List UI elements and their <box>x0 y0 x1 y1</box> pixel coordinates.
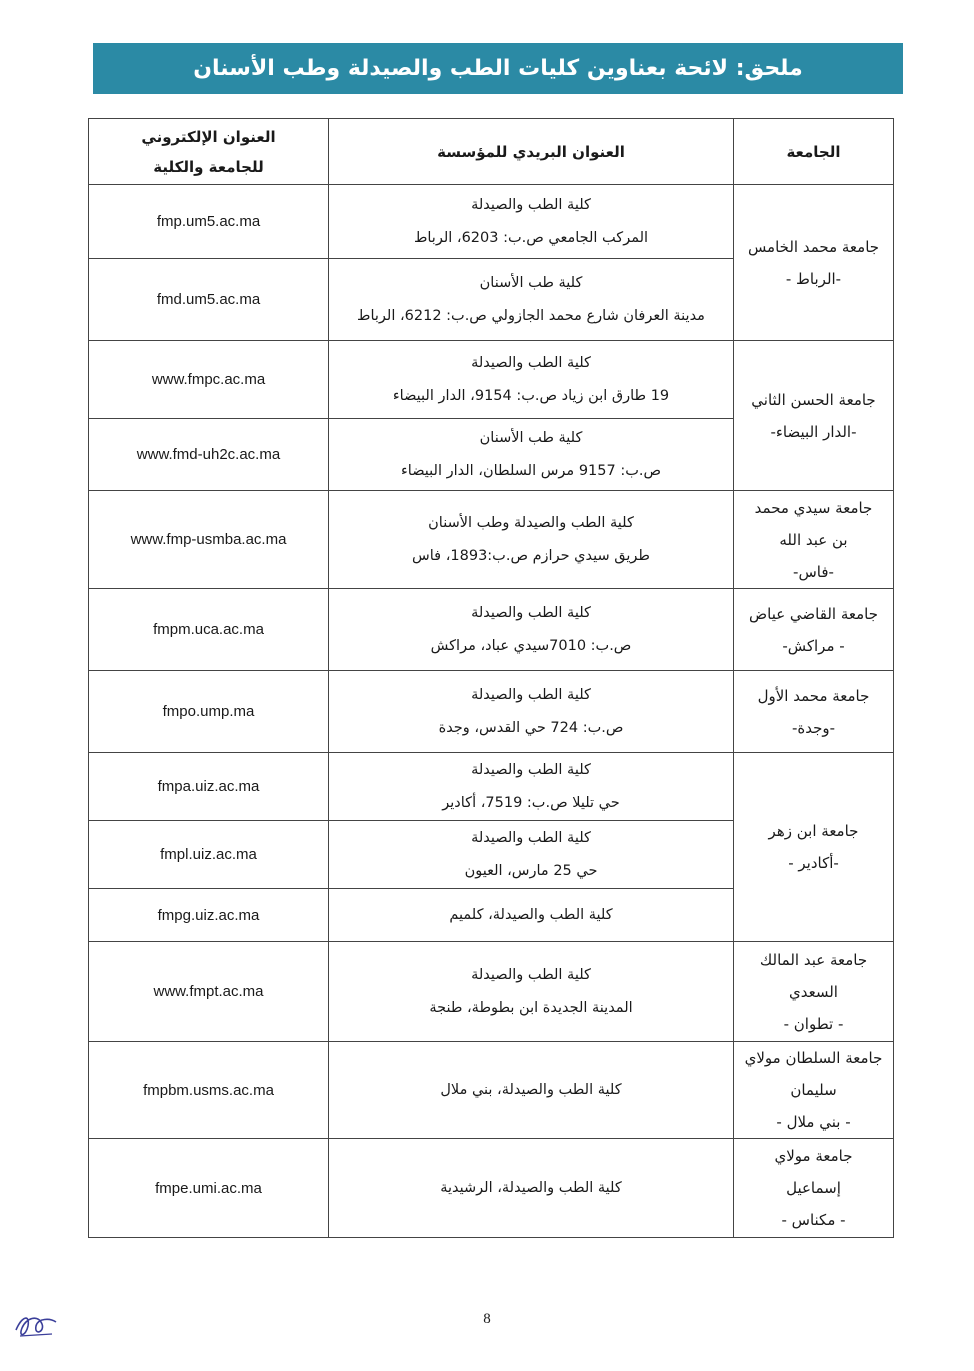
header-university: الجامعة <box>734 119 894 185</box>
header-email <box>89 119 329 185</box>
faculty-name: كلية الطب والصيدلة وطب الأسنان <box>428 514 634 531</box>
table-row <box>89 1042 894 1139</box>
university-cell <box>734 341 894 491</box>
university-name: جامعة السلطان مولاي <box>744 1049 883 1067</box>
faculty-name: كلية الطب والصيدلة <box>471 686 591 703</box>
university-cell <box>734 1139 894 1238</box>
faculty-name: كلية طب الأسنان <box>479 429 583 446</box>
university-city: - تطوان - <box>783 1014 844 1033</box>
university-city: -الرباط - <box>785 269 842 288</box>
postal-address-cell <box>329 942 734 1042</box>
postal-address-cell <box>329 259 734 341</box>
university-city: -وجدة- <box>791 718 836 737</box>
university-name: جامعة عبد المالك <box>759 950 868 969</box>
postal-address: المركب الجامعي ص.ب: 6203، الرباط <box>413 229 649 246</box>
email-cell <box>89 1139 329 1238</box>
postal-address-cell <box>329 1042 734 1139</box>
university-name: جامعة الحسن الثاني <box>751 390 876 409</box>
table-row <box>89 341 894 419</box>
university-name: بن عبد الله <box>779 530 848 549</box>
faculty-name: كلية الطب والصيدلة، بني ملال <box>440 1081 622 1098</box>
faculty-name: كلية الطب والصيدلة، الرشيدية <box>440 1179 622 1196</box>
email-link[interactable]: www.fmp-usmba.ac.ma <box>130 531 287 548</box>
table-row <box>89 491 894 589</box>
faculty-name: كلية الطب والصيدلة، كلميم <box>449 906 613 923</box>
email-cell <box>89 942 329 1042</box>
postal-address: حي تليلا ص.ب: 7519، أكادير <box>442 794 620 811</box>
email-link[interactable]: fmpo.ump.ma <box>162 703 255 720</box>
email-link[interactable]: fmpe.umi.ac.ma <box>155 1179 262 1197</box>
email-link[interactable]: fmpa.uiz.ac.ma <box>157 778 260 795</box>
table-row <box>89 753 894 821</box>
email-cell <box>89 671 329 753</box>
postal-address-cell <box>329 753 734 821</box>
annex-title: ملحق: لائحة بعناوين كليات الطب والصيدلة وطب الأسنان <box>193 56 803 81</box>
email-link[interactable]: fmpbm.usms.ac.ma <box>143 1081 274 1099</box>
email-link[interactable]: www.fmpc.ac.ma <box>151 371 266 388</box>
postal-address-cell <box>329 1139 734 1238</box>
university-name: جامعة القاضي عياض <box>748 604 878 623</box>
university-name: جامعة محمد الأول <box>757 686 870 705</box>
faculty-name: كلية الطب والصيدلة <box>471 354 591 371</box>
faculties-table <box>88 118 894 1238</box>
postal-address-cell <box>329 341 734 419</box>
annex-title-banner <box>93 43 903 94</box>
university-name: سليمان <box>790 1081 837 1099</box>
email-link[interactable]: fmp.um5.ac.ma <box>156 213 261 230</box>
university-cell <box>734 753 894 942</box>
university-city: -أكادير - <box>788 854 839 872</box>
faculty-name: كلية الطب والصيدلة <box>471 966 591 983</box>
university-name: جامعة سيدي محمد <box>754 498 873 517</box>
email-cell <box>89 341 329 419</box>
email-cell <box>89 821 329 889</box>
email-cell <box>89 1042 329 1139</box>
university-name: جامعة محمد الخامس <box>747 237 880 256</box>
email-cell <box>89 753 329 821</box>
header-email-line: العنوان الإلكتروني <box>141 127 276 146</box>
email-link[interactable]: www.fmpt.ac.ma <box>153 983 264 1000</box>
email-link[interactable]: fmpl.uiz.ac.ma <box>160 846 257 863</box>
email-cell <box>89 419 329 491</box>
postal-address: طريق سيدي حرازم ص.ب:1893، فاس <box>412 547 650 564</box>
postal-address-cell <box>329 889 734 942</box>
email-link[interactable]: www.fmd-uh2c.ac.ma <box>136 446 281 463</box>
postal-address: ص.ب: 7010سيدي عباد، مراكش <box>430 637 632 654</box>
postal-address-cell <box>329 671 734 753</box>
table-row <box>89 185 894 259</box>
university-name: جامعة ابن زهر <box>768 822 859 840</box>
university-cell <box>734 589 894 671</box>
signature-icon <box>12 1308 60 1344</box>
university-city: - مكناس - <box>781 1211 846 1229</box>
university-city: -فاس- <box>793 562 834 581</box>
postal-address: المدينة الجديدة ابن بطوطة، طنجة <box>429 999 633 1016</box>
university-name: جامعة مولاي <box>774 1147 853 1165</box>
university-city: - مراكش- <box>782 636 845 655</box>
faculty-name: كلية الطب والصيدلة <box>471 604 591 621</box>
university-city: - بني ملال - <box>776 1113 851 1131</box>
email-cell <box>89 259 329 341</box>
table-header-row <box>89 119 894 185</box>
email-cell <box>89 589 329 671</box>
email-cell <box>89 491 329 589</box>
table-row <box>89 671 894 753</box>
email-link[interactable]: fmpg.uiz.ac.ma <box>157 906 260 924</box>
postal-address-cell <box>329 185 734 259</box>
table-row <box>89 589 894 671</box>
postal-address: 19 طارق ابن زياد ص.ب: 9154، الدار البيضاء <box>392 387 670 404</box>
postal-address: ص.ب: 9157 مرس السلطان، الدار البيضاء <box>400 462 662 479</box>
university-cell <box>734 671 894 753</box>
postal-address-cell <box>329 491 734 589</box>
postal-address-cell <box>329 419 734 491</box>
university-name: إسماعيل <box>786 1179 841 1197</box>
postal-address: ص.ب: 724 حي القدس، وجدة <box>438 719 624 736</box>
postal-address-cell <box>329 821 734 889</box>
postal-address: حي 25 مارس، العيون <box>464 862 598 879</box>
postal-address-cell <box>329 589 734 671</box>
table-row <box>89 1139 894 1238</box>
university-cell <box>734 1042 894 1139</box>
header-email-line: للجامعة والكلية <box>153 157 264 176</box>
university-city: -الدار البيضاء- <box>770 422 857 441</box>
university-cell <box>734 942 894 1042</box>
header-postal-address: العنوان البريدي للمؤسسة <box>329 119 734 185</box>
email-link[interactable]: fmpm.uca.ac.ma <box>153 621 264 638</box>
email-cell <box>89 889 329 942</box>
faculty-name: كلية الطب والصيدلة <box>471 761 591 778</box>
university-name: السعدي <box>789 982 838 1001</box>
faculty-name: كلية الطب والصيدلة <box>471 196 591 213</box>
faculty-name: كلية طب الأسنان <box>479 274 583 291</box>
university-cell <box>734 491 894 589</box>
page-number: 8 <box>483 1311 491 1327</box>
email-link[interactable]: fmd.um5.ac.ma <box>156 291 261 308</box>
email-cell <box>89 185 329 259</box>
faculty-name: كلية الطب والصيدلة <box>471 829 591 846</box>
postal-address: مدينة العرفان شارع محمد الجازولي ص.ب: 6212، الرباط <box>357 307 705 324</box>
university-cell <box>734 185 894 341</box>
table-row <box>89 942 894 1042</box>
